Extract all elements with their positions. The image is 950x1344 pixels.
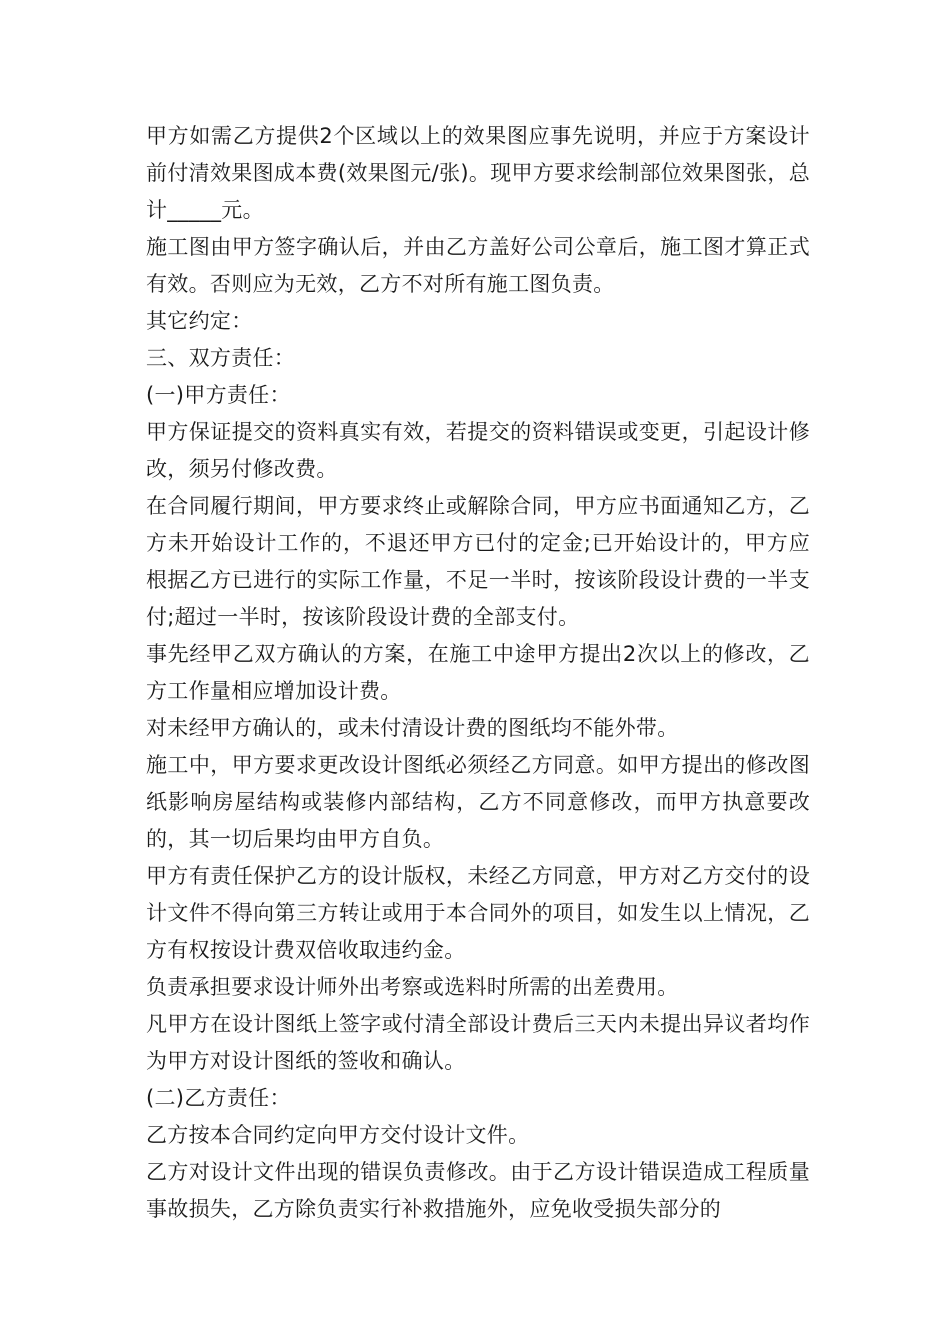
paragraph-deliver-files: 乙方按本合同约定向甲方交付设计文件。 xyxy=(146,1123,530,1147)
subheading-party-a-responsibilities: (一)甲方责任： xyxy=(146,383,291,407)
paragraph-travel-expenses: 负责承担要求设计师外出考察或选料时所需的出差费用。 xyxy=(146,975,679,999)
paragraph-other-agreements: 其它约定： xyxy=(146,309,253,333)
paragraph-construction-drawings: 施工图由甲方签字确认后，并由乙方盖好公司公章后，施工图才算正式有效。否则应为无效，乙方不对所有施工图负责。 xyxy=(146,235,810,296)
paragraph-termination: 在合同履行期间，甲方要求终止或解除合同，甲方应书面通知乙方，乙方未开始设计工作的，不退还甲方已付的定金;已开始设计的，甲方应根据乙方已进行的实际工作量，不足一半时，按该阶段设计费的一半支付;超过一半时，按该阶段设计费的全部支付。 xyxy=(146,494,810,629)
paragraph-materials-true: 甲方保证提交的资料真实有效，若提交的资料错误或变更，引起设计修改，须另付修改费。 xyxy=(146,420,810,481)
paragraph-drawings-not-removed: 对未经甲方确认的，或未付清设计费的图纸均不能外带。 xyxy=(146,716,679,740)
paragraph-renderings-fee: 甲方如需乙方提供2个区域以上的效果图应事先说明，并应于方案设计前付清效果图成本费(效果图元/张)。现甲方要求绘制部位效果图张，总计_____元。 xyxy=(146,124,810,222)
section-heading-responsibilities: 三、双方责任： xyxy=(146,346,296,370)
paragraph-design-changes: 施工中，甲方要求更改设计图纸必须经乙方同意。如甲方提出的修改图纸影响房屋结构或装修内部结构，乙方不同意修改，而甲方执意要改的，其一切后果均由甲方自负。 xyxy=(146,753,810,851)
paragraph-modifications: 事先经甲乙双方确认的方案，在施工中途甲方提出2次以上的修改，乙方工作量相应增加设计费。 xyxy=(146,642,810,703)
paragraph-acceptance: 凡甲方在设计图纸上签字或付清全部设计费后三天内未提出异议者均作为甲方对设计图纸的签收和确认。 xyxy=(146,1012,810,1073)
paragraph-error-correction: 乙方对设计文件出现的错误负责修改。由于乙方设计错误造成工程质量事故损失，乙方除负责实行补救措施外，应免收受损失部分的 xyxy=(146,1160,810,1221)
subheading-party-b-responsibilities: (二)乙方责任： xyxy=(146,1086,291,1110)
document-body xyxy=(146,118,810,1228)
paragraph-copyright: 甲方有责任保护乙方的设计版权，未经乙方同意，甲方对乙方交付的设计文件不得向第三方转让或用于本合同外的项目，如发生以上情况，乙方有权按设计费双倍收取违约金。 xyxy=(146,864,810,962)
